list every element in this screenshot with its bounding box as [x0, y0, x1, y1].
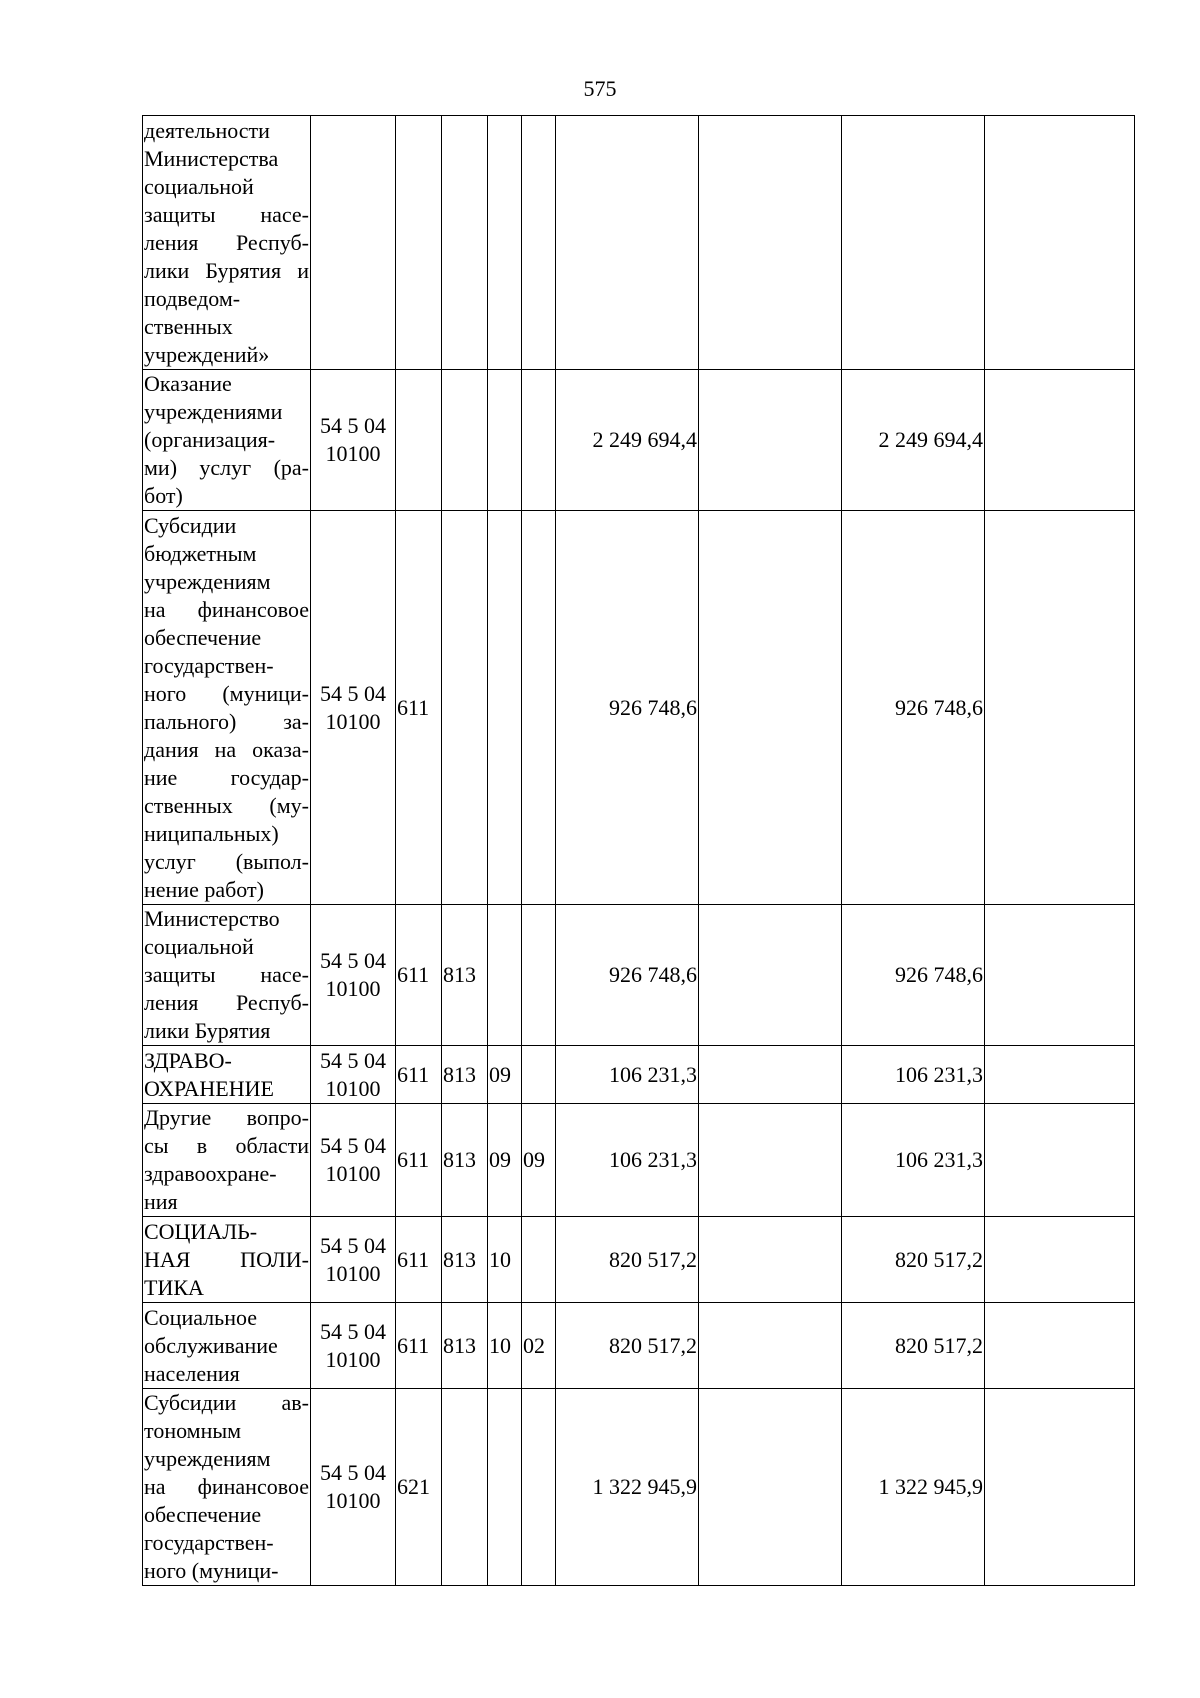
amount-col8-cell [699, 1217, 842, 1303]
subsection-cell [522, 370, 556, 511]
row-name-line: учреждениями [144, 399, 283, 424]
target-code-cell: 54 5 04 10100 [311, 1104, 396, 1217]
row-name-line: ОХРАНЕНИЕ [144, 1075, 274, 1101]
row-name-line: пального) за- [144, 708, 309, 734]
row-name-line: населения [144, 1360, 240, 1386]
amount-total-cell: 106 231,3 [556, 1104, 699, 1217]
target-code-cell: 54 5 04 10100 [311, 1389, 396, 1586]
row-name-cell [143, 116, 311, 370]
target-code-cell: 54 5 04 10100 [311, 1303, 396, 1389]
amount-col10-cell [985, 511, 1135, 905]
amount-col8-cell [699, 511, 842, 905]
row-name-line: дания на оказа- [144, 736, 309, 762]
section-cell [488, 370, 522, 511]
section-cell: 09 [488, 1046, 522, 1104]
amount-col8-cell [699, 905, 842, 1046]
row-name-cell [143, 1217, 311, 1303]
amount-col9-cell: 106 231,3 [842, 1046, 985, 1104]
amount-col8-cell [699, 116, 842, 370]
subsection-cell [522, 511, 556, 905]
row-name-line: Другие вопро- [144, 1105, 309, 1130]
row-name-line: учреждениям [144, 1446, 271, 1471]
section-cell [488, 905, 522, 1046]
grbs-cell [442, 1389, 488, 1586]
amount-col8-cell [699, 1389, 842, 1586]
row-name-line: сы в области [144, 1133, 309, 1158]
amount-total-cell: 1 322 945,9 [556, 1389, 699, 1586]
row-name-line: услуг (выпол- [144, 848, 309, 874]
amount-col9-cell: 2 249 694,4 [842, 370, 985, 511]
row-name-line: ниципальных) [144, 820, 279, 846]
row-name-line: тономным [144, 1418, 242, 1443]
row-name-line: ЗДРАВО- [144, 1047, 232, 1073]
row-name-cell [143, 370, 311, 511]
row-name-line: нение работ) [144, 876, 264, 902]
amount-total-cell [556, 116, 699, 370]
amount-total-cell: 926 748,6 [556, 511, 699, 905]
grbs-cell: 813 [442, 1046, 488, 1104]
grbs-cell: 813 [442, 1217, 488, 1303]
amount-col9-cell: 820 517,2 [842, 1303, 985, 1389]
row-name-line: Министерства [144, 145, 279, 171]
target-code-cell: 54 5 04 10100 [311, 1217, 396, 1303]
row-name-line: НАЯ ПОЛИ- [144, 1246, 309, 1272]
row-name-line: социальной [144, 173, 254, 199]
amount-col9-cell: 820 517,2 [842, 1217, 985, 1303]
expense-type-cell: 611 [396, 1217, 442, 1303]
table-row [143, 511, 1135, 905]
row-name-line: Субсидии [144, 512, 237, 538]
amount-col10-cell [985, 1217, 1135, 1303]
target-code-cell: 54 5 04 10100 [311, 1046, 396, 1104]
row-name-line: обслуживание [144, 1332, 278, 1358]
amount-col10-cell [985, 1104, 1135, 1217]
row-name-cell [143, 1046, 311, 1104]
table-row [143, 1046, 1135, 1104]
amount-col8-cell [699, 370, 842, 511]
row-name-line: ственных [144, 313, 233, 339]
row-name-line: государствен- [144, 1530, 274, 1555]
table-row [143, 1389, 1135, 1586]
expense-type-cell: 611 [396, 1046, 442, 1104]
section-cell: 10 [488, 1303, 522, 1389]
row-name-line: защиты насе- [144, 962, 309, 987]
row-name-line: лики Бурятия и [144, 257, 309, 283]
expense-type-cell: 621 [396, 1389, 442, 1586]
table-row [143, 1104, 1135, 1217]
amount-col10-cell [985, 1303, 1135, 1389]
row-name-line: ления Респуб- [144, 990, 309, 1015]
section-cell: 10 [488, 1217, 522, 1303]
budget-table [142, 115, 1135, 1586]
row-name-line: на финансовое [144, 596, 309, 622]
row-name-line: ного (муници- [144, 680, 309, 706]
amount-total-cell: 106 231,3 [556, 1046, 699, 1104]
amount-col9-cell: 106 231,3 [842, 1104, 985, 1217]
table-row [143, 1217, 1135, 1303]
row-name-line: деятельности [144, 117, 270, 143]
grbs-cell [442, 370, 488, 511]
row-name-line: ного (муници- [144, 1558, 279, 1583]
table-row [143, 905, 1135, 1046]
subsection-cell [522, 1046, 556, 1104]
section-cell [488, 116, 522, 370]
target-code-cell: 54 5 04 10100 [311, 370, 396, 511]
section-cell [488, 511, 522, 905]
row-name-line: бот) [144, 483, 183, 508]
amount-col10-cell [985, 1389, 1135, 1586]
table-body [143, 116, 1135, 1586]
expense-type-cell [396, 116, 442, 370]
grbs-cell [442, 511, 488, 905]
row-name-line: Оказание [144, 371, 232, 396]
row-name-line: здравоохране- [144, 1161, 277, 1186]
target-code-cell [311, 116, 396, 370]
row-name-line: государствен- [144, 652, 274, 678]
row-name-line: Социальное [144, 1304, 257, 1330]
table-row [143, 370, 1135, 511]
row-name-cell [143, 1303, 311, 1389]
amount-col9-cell: 1 322 945,9 [842, 1389, 985, 1586]
row-name-cell [143, 1104, 311, 1217]
amount-col10-cell [985, 116, 1135, 370]
subsection-cell [522, 116, 556, 370]
row-name-cell [143, 905, 311, 1046]
section-cell: 09 [488, 1104, 522, 1217]
row-name-cell [143, 511, 311, 905]
row-name-line: защиты насе- [144, 201, 309, 227]
subsection-cell [522, 1217, 556, 1303]
expense-type-cell: 611 [396, 1303, 442, 1389]
table-row [143, 1303, 1135, 1389]
amount-total-cell: 2 249 694,4 [556, 370, 699, 511]
page-number: 575 [583, 76, 617, 101]
row-name-line: обеспечение [144, 1502, 262, 1527]
amount-total-cell: 820 517,2 [556, 1217, 699, 1303]
amount-col10-cell [985, 370, 1135, 511]
expense-type-cell: 611 [396, 1104, 442, 1217]
amount-col10-cell [985, 905, 1135, 1046]
subsection-cell: 02 [522, 1303, 556, 1389]
row-name-line: Министерство [144, 906, 280, 931]
amount-total-cell: 820 517,2 [556, 1303, 699, 1389]
row-name-line: Субсидии ав- [144, 1390, 309, 1415]
amount-col8-cell [699, 1104, 842, 1217]
row-name-line: учреждениям [144, 568, 271, 594]
amount-total-cell: 926 748,6 [556, 905, 699, 1046]
grbs-cell: 813 [442, 905, 488, 1046]
grbs-cell: 813 [442, 1303, 488, 1389]
amount-col8-cell [699, 1046, 842, 1104]
row-name-cell [143, 1389, 311, 1586]
table-row [143, 116, 1135, 370]
row-name-line: лики Бурятия [144, 1018, 271, 1043]
row-name-line: ми) услуг (ра- [144, 455, 309, 480]
target-code-cell: 54 5 04 10100 [311, 905, 396, 1046]
row-name-line: ние государ- [144, 764, 309, 790]
row-name-line: ТИКА [144, 1274, 204, 1300]
amount-col9-cell [842, 116, 985, 370]
amount-col8-cell [699, 1303, 842, 1389]
row-name-line: обеспечение [144, 624, 262, 650]
amount-col9-cell: 926 748,6 [842, 511, 985, 905]
row-name-line: ния [144, 1189, 178, 1214]
target-code-cell: 54 5 04 10100 [311, 511, 396, 905]
row-name-line: ственных (му- [144, 792, 309, 818]
row-name-line: учреждений» [144, 341, 270, 367]
grbs-cell [442, 116, 488, 370]
subsection-cell [522, 905, 556, 1046]
subsection-cell: 09 [522, 1104, 556, 1217]
expense-type-cell: 611 [396, 905, 442, 1046]
row-name-line: ления Респуб- [144, 229, 309, 255]
expense-type-cell: 611 [396, 511, 442, 905]
amount-col9-cell: 926 748,6 [842, 905, 985, 1046]
grbs-cell: 813 [442, 1104, 488, 1217]
expense-type-cell [396, 370, 442, 511]
row-name-line: социальной [144, 934, 254, 959]
amount-col10-cell [985, 1046, 1135, 1104]
subsection-cell [522, 1389, 556, 1586]
row-name-line: подведом- [144, 285, 241, 311]
section-cell [488, 1389, 522, 1586]
row-name-line: (организация- [144, 427, 276, 452]
row-name-line: бюджетным [144, 540, 257, 566]
row-name-line: на финансовое [144, 1474, 309, 1499]
row-name-line: СОЦИАЛЬ- [144, 1218, 258, 1244]
